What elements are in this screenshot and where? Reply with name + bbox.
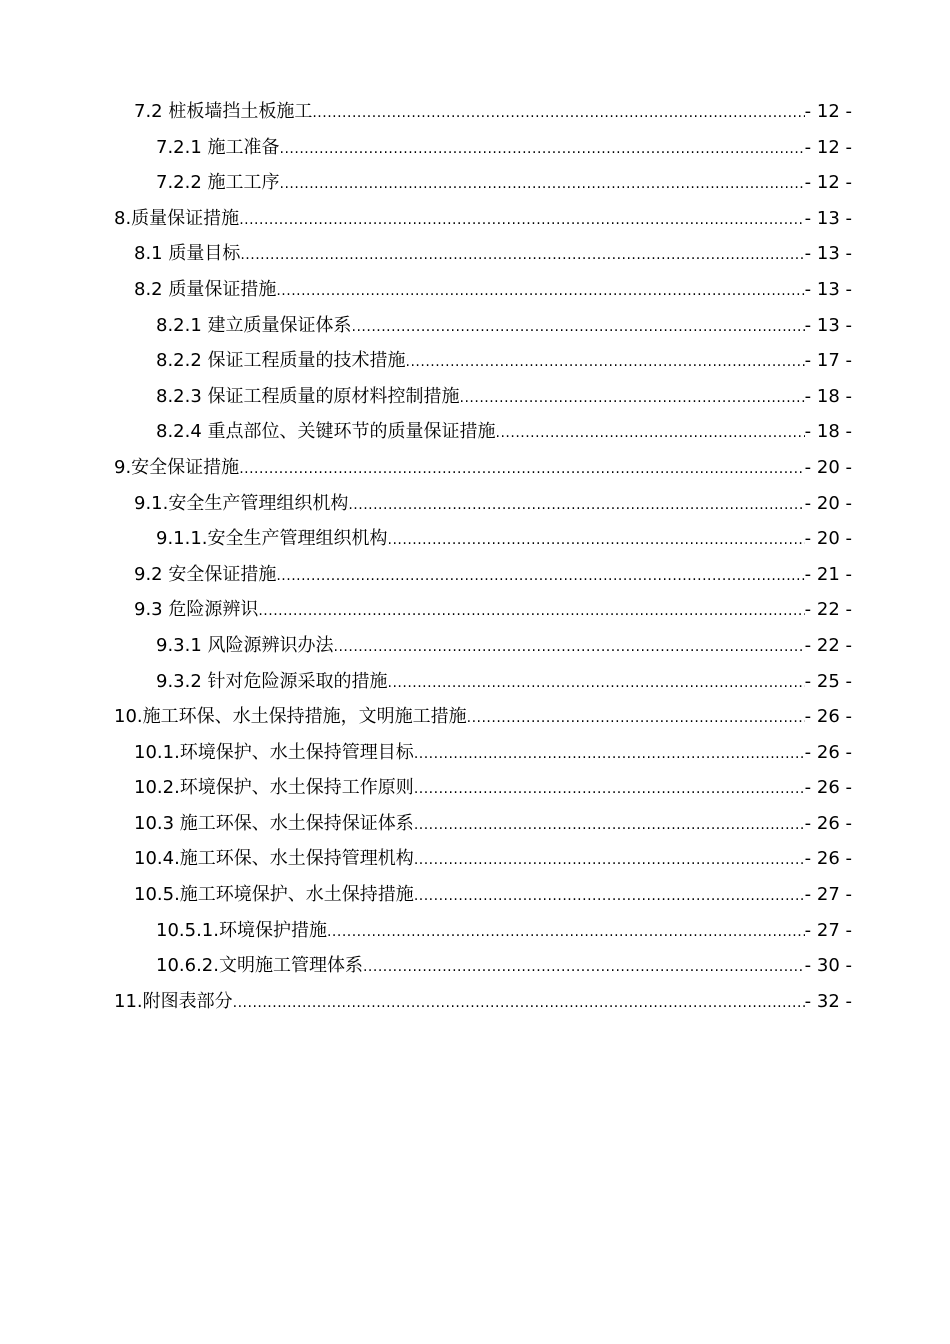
- toc-entry[interactable]: [114, 592, 852, 628]
- toc-dot-leader: [258, 594, 804, 630]
- toc-entry[interactable]: [114, 948, 852, 984]
- toc-entry[interactable]: [114, 841, 852, 877]
- toc-entry[interactable]: [114, 770, 852, 806]
- toc-dot-leader: [388, 523, 805, 559]
- toc-dot-leader: [276, 274, 804, 310]
- toc-entry-page-number: - 26 -: [804, 741, 852, 763]
- toc-entry-page-number: - 26 -: [804, 812, 852, 834]
- toc-dot-leader: [239, 203, 804, 239]
- toc-entry-page-number: - 26 -: [804, 848, 852, 870]
- toc-entry-title: 9.2 安全保证措施: [134, 563, 277, 585]
- toc-entry-page-number: - 26 -: [804, 777, 852, 799]
- toc-dot-leader: [312, 96, 804, 132]
- toc-entry-page-number: - 13 -: [804, 314, 852, 336]
- toc-entry[interactable]: [114, 308, 852, 344]
- toc-entry[interactable]: [114, 699, 852, 735]
- toc-entry[interactable]: [114, 664, 852, 700]
- toc-dot-leader: [496, 416, 805, 452]
- toc-entry-title: 8.2.1 建立质量保证体系: [156, 314, 352, 336]
- toc-entry[interactable]: [114, 735, 852, 771]
- toc-entry[interactable]: [114, 628, 852, 664]
- toc-dot-leader: [414, 772, 805, 808]
- toc-entry-page-number: - 17 -: [804, 350, 852, 372]
- toc-entry-title: 8.2 质量保证措施: [134, 278, 277, 300]
- table-of-contents: [114, 94, 852, 1019]
- toc-entry-page-number: - 27 -: [804, 919, 852, 941]
- toc-entry-title: 8.1 质量目标: [134, 243, 241, 265]
- toc-entry[interactable]: [114, 94, 852, 130]
- toc-entry-title: 8.质量保证措施: [114, 207, 240, 229]
- toc-entry-page-number: - 22 -: [804, 599, 852, 621]
- toc-entry[interactable]: [114, 201, 852, 237]
- toc-dot-leader: [233, 986, 805, 1022]
- toc-entry[interactable]: [114, 806, 852, 842]
- toc-entry[interactable]: [114, 521, 852, 557]
- toc-entry[interactable]: [114, 486, 852, 522]
- toc-entry[interactable]: [114, 379, 852, 415]
- toc-entry[interactable]: [114, 343, 852, 379]
- toc-entry-page-number: - 25 -: [804, 670, 852, 692]
- toc-entry-title: 9.3 危险源辨识: [134, 599, 259, 621]
- toc-entry-title: 10.3 施工环保、水土保持保证体系: [134, 812, 414, 834]
- toc-dot-leader: [240, 238, 804, 274]
- toc-entry-title: 10.2.环境保护、水土保持工作原则: [134, 777, 414, 799]
- toc-entry[interactable]: [114, 272, 852, 308]
- toc-entry-page-number: - 13 -: [804, 243, 852, 265]
- toc-dot-leader: [467, 701, 805, 737]
- toc-entry-title: 10.5.施工环境保护、水土保持措施: [134, 884, 414, 906]
- toc-dot-leader: [334, 630, 805, 666]
- toc-entry[interactable]: [114, 165, 852, 201]
- toc-entry-title: 8.2.4 重点部位、关键环节的质量保证措施: [156, 421, 496, 443]
- toc-dot-leader: [276, 559, 804, 595]
- toc-entry-page-number: - 32 -: [804, 990, 852, 1012]
- toc-entry-page-number: - 20 -: [804, 492, 852, 514]
- toc-dot-leader: [414, 737, 805, 773]
- toc-dot-leader: [348, 488, 804, 524]
- toc-entry-page-number: - 27 -: [804, 884, 852, 906]
- toc-entry-page-number: - 18 -: [804, 421, 852, 443]
- toc-entry[interactable]: [114, 984, 852, 1020]
- toc-entry-title: 9.3.1 风险源辨识办法: [156, 634, 334, 656]
- toc-dot-leader: [280, 167, 805, 203]
- toc-entry-title: 10.4.施工环保、水土保持管理机构: [134, 848, 414, 870]
- toc-dot-leader: [414, 843, 805, 879]
- toc-entry-page-number: - 12 -: [804, 101, 852, 122]
- toc-dot-leader: [363, 950, 805, 986]
- toc-entry-title: 8.2.2 保证工程质量的技术措施: [156, 350, 406, 372]
- toc-entry[interactable]: [114, 913, 852, 949]
- toc-entry-title: 10.施工环保、水土保持措施，文明施工措施: [114, 706, 467, 728]
- toc-entry[interactable]: [114, 414, 852, 450]
- toc-entry-page-number: - 21 -: [804, 563, 852, 585]
- toc-entry-page-number: - 13 -: [804, 278, 852, 300]
- toc-entry-page-number: - 22 -: [804, 634, 852, 656]
- toc-entry-title: 11.附图表部分: [114, 990, 233, 1012]
- toc-entry-title: 10.1.环境保护、水土保持管理目标: [134, 741, 414, 763]
- toc-entry-page-number: - 20 -: [804, 528, 852, 550]
- toc-dot-leader: [414, 808, 805, 844]
- toc-entry-page-number: - 20 -: [804, 456, 852, 478]
- toc-entry-page-number: - 26 -: [804, 706, 852, 728]
- toc-entry-title: 7.2.1 施工准备: [156, 136, 280, 158]
- toc-entry-title: 7.2.2 施工工序: [156, 172, 280, 194]
- toc-dot-leader: [280, 132, 805, 168]
- toc-dot-leader: [327, 915, 805, 951]
- toc-dot-leader: [406, 345, 805, 381]
- toc-dot-leader: [388, 666, 805, 702]
- toc-entry[interactable]: [114, 450, 852, 486]
- toc-entry-page-number: - 12 -: [804, 172, 852, 194]
- toc-entry-title: 9.1.1.安全生产管理组织机构: [156, 528, 388, 550]
- toc-entry-title: 9.3.2 针对危险源采取的措施: [156, 670, 388, 692]
- toc-entry-title: 9.安全保证措施: [114, 456, 240, 478]
- toc-entry-title: 8.2.3 保证工程质量的原材料控制措施: [156, 385, 460, 407]
- toc-entry-page-number: - 13 -: [804, 207, 852, 229]
- toc-entry[interactable]: [114, 877, 852, 913]
- toc-dot-leader: [352, 310, 805, 346]
- toc-entry-title: 9.1.安全生产管理组织机构: [134, 492, 349, 514]
- toc-dot-leader: [414, 879, 805, 915]
- toc-entry[interactable]: [114, 557, 852, 593]
- toc-entry-page-number: - 30 -: [804, 955, 852, 977]
- toc-entry-title: 10.6.2.文明施工管理体系: [156, 955, 363, 977]
- toc-dot-leader: [239, 452, 804, 488]
- toc-entry[interactable]: [114, 236, 852, 272]
- toc-entry-title: 7.2 桩板墙挡土板施工: [134, 101, 313, 122]
- toc-entry-page-number: - 18 -: [804, 385, 852, 407]
- toc-dot-leader: [460, 381, 805, 417]
- toc-entry[interactable]: [114, 130, 852, 166]
- toc-entry-title: 10.5.1.环境保护措施: [156, 919, 327, 941]
- toc-entry-page-number: - 12 -: [804, 136, 852, 158]
